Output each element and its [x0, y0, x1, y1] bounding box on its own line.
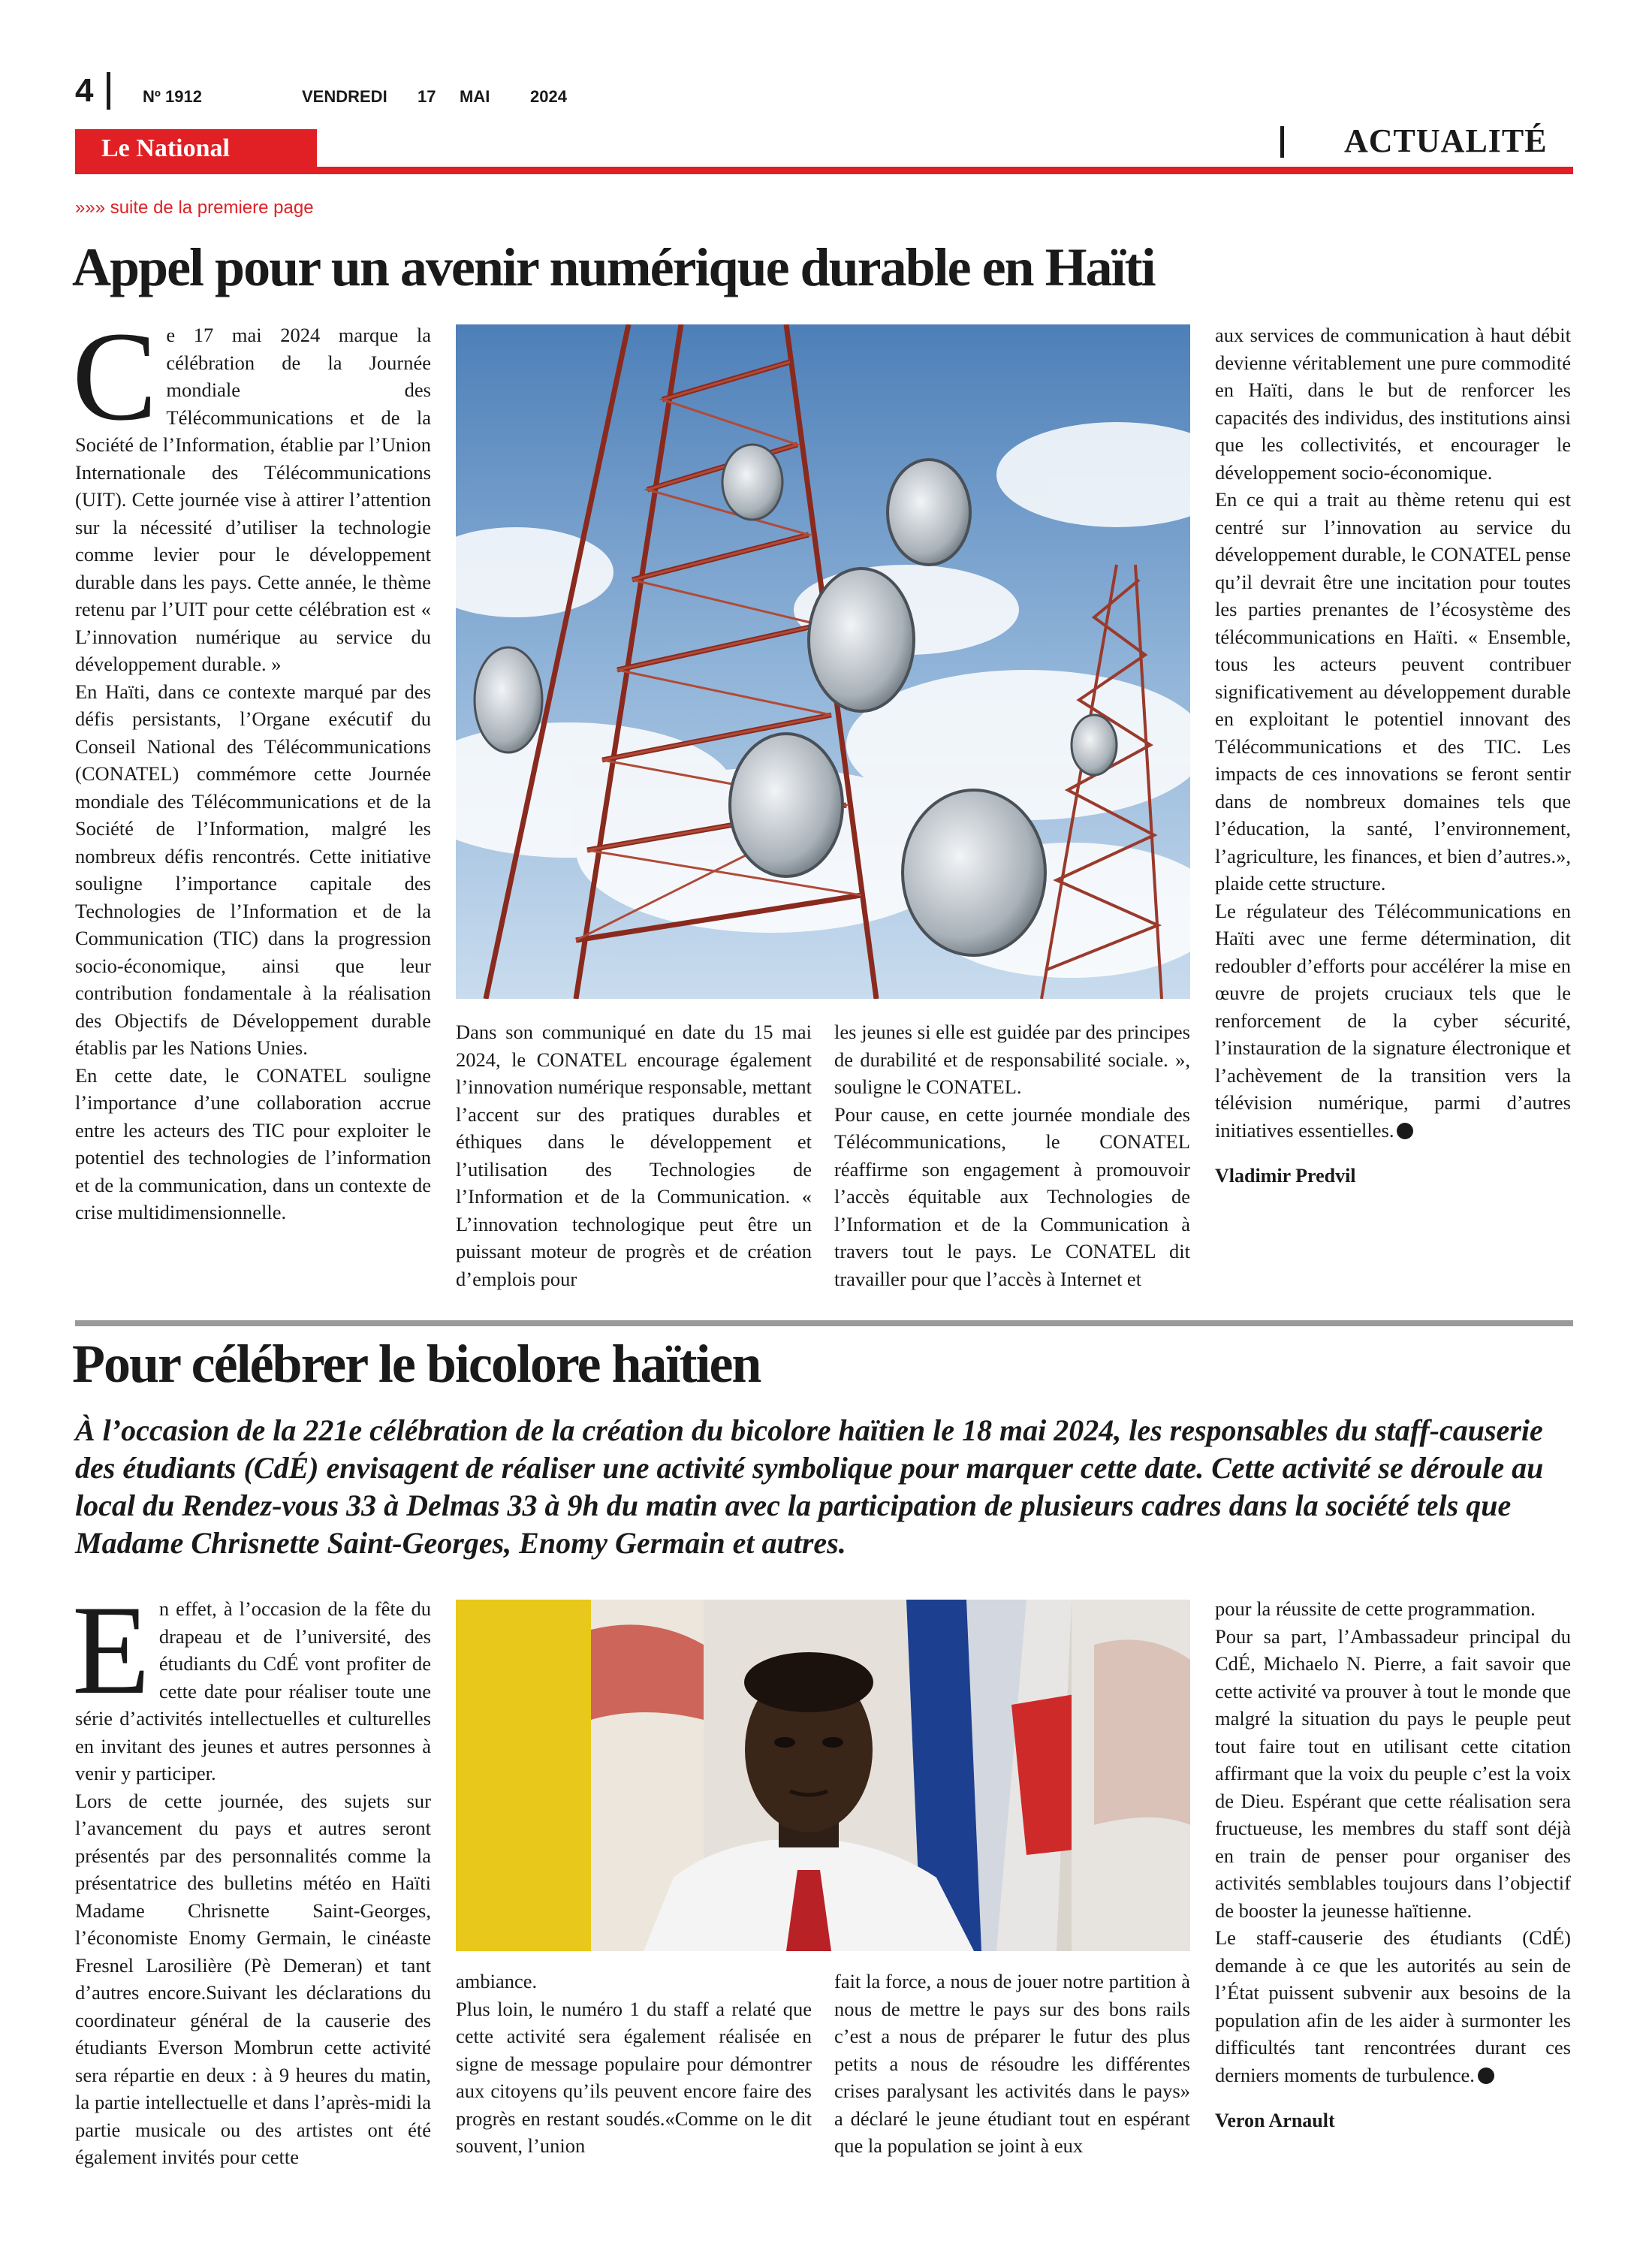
telecom-tower-photo — [456, 324, 1190, 999]
paragraph: ambiance. — [456, 1970, 538, 1992]
page-number: 4 — [75, 72, 94, 109]
paragraph — [1215, 897, 1571, 1145]
paragraph: Plus loin, le numéro 1 du staff a relaté que cette activité sera également réalisée en signe de message populaire pour démontrer aux citoyens qu’ils peuvent encore faire des progrès en restant soudés.«Comme on le dit souvent, l’union — [456, 1997, 812, 2157]
section-name: ACTUALITÉ — [1344, 122, 1548, 159]
end-of-article-icon — [1397, 1123, 1413, 1139]
article-2-dropcap: E — [72, 1579, 150, 1721]
date-month: MAI — [460, 87, 490, 106]
newspaper-brand: Le National — [101, 134, 230, 162]
article-2-title: Pour célébrer le bicolore haïtien — [72, 1334, 761, 1394]
article-2-author: Veron Arnault — [1215, 2110, 1335, 2131]
article-2-column-1 — [72, 1579, 431, 2171]
end-of-article-icon — [1478, 2068, 1494, 2084]
date-day: 17 — [418, 87, 436, 106]
article-2-column-4 — [1215, 1595, 1571, 2134]
paragraph: n effet, à l’occasion de la fête du drapeau et de l’université, des étudiants du CdÉ vont profiter de cette date pour réaliser toute une série d’activités intellectuelles et culturelles en invitant des jeunes et autres personnes à venir y participer. — [75, 1597, 431, 1784]
article-1-column-1 — [72, 306, 431, 1226]
page-number-divider — [107, 72, 110, 110]
article-separator — [75, 1320, 1573, 1326]
continued-from-front: »»» suite de la premiere page — [75, 198, 314, 218]
issue-number: Nº 1912 — [143, 87, 202, 106]
paragraph: fait la force, a nous de jouer notre partition à nous de mettre le pays sur des bons rails c’est a nous de préparer le futur des plus petits a nous de résoudre les différentes crises paralysant les activités dans le pays» a déclaré le jeune étudiant tout en espérant que la population se joint à eux — [834, 1970, 1190, 2157]
paragraph: e 17 mai 2024 marque la célébration de la Journée mondiale des Télécommunications et de la Société de l’Information, établie par l’Union Internationale des Télécommunications (UIT). Cette journée vise à attirer l’attention sur la nécessité d’utiliser la technologie comme levier pour le développement durable dans les pays. Cette année, le thème retenu par l’UIT pour cette célébration est « L’innovation numérique au service du développement durable. » — [75, 324, 431, 675]
date-year: 2024 — [530, 87, 567, 106]
paragraph-text: Le régulateur des Télécommunications en Haïti avec une ferme détermination, dit redoubler d’efforts pour accélérer la mise en œuvre de projets cruciaux tels que le renforcement de la cyber sécurité, l’instauration de la signature électronique et l’achèvement de la transition vers la télévision numérique, parmi d’autres initiatives essentielles. — [1215, 899, 1571, 1142]
paragraph: pour la réussite de cette programmation. — [1215, 1597, 1536, 1620]
paragraph: En ce qui a trait au thème retenu qui est centré sur l’innovation au service du développement durable, le CONATEL pense qu’il devrait être une incitation pour toutes les parties prenantes de l’écosystème des télécommunications en Haïti. « Ensemble, tous les acteurs peuvent contribuer significativement au développement durable en exploitant le potentiel innovant des Télécommunications et des TIC. Les impacts de ces innovations se feront sentir dans de nombreux domaines tels que l’éducation, la santé, l’environnement, l’agriculture, les finances, et bien d’autres.», plaide cette structure. — [1215, 488, 1571, 894]
article-1-title: Appel pour un avenir numérique durable en Haïti — [72, 237, 1155, 297]
paragraph-text: Le staff-causerie des étudiants (CdÉ) demande à ce que les autorités au sein de l’État puissent subvenir aux besoins de la population afin de les aider à surmonter les difficultés tant rencontrées durant ces derniers moments de turbulence. — [1215, 1926, 1571, 2086]
paragraph: Pour cause, en cette journée mondiale des Télécommunications, le CONATEL réaffirme son engagement à promouvoir l’accès équitable aux Technologies de l’Information et de la Communication à travers tout le pays. Le CONATEL dit travailler pour que l’accès à Internet et — [834, 1102, 1190, 1290]
article-1-column-2 — [456, 1018, 812, 1292]
paragraph: aux services de communication à haut débit devienne véritablement une pure commodité en Haïti, dans le but de renforcer les capacités des individus, des institutions ainsi que les collectivités, et encourager le développement socio-économique. — [1215, 324, 1571, 484]
article-1-dropcap: C — [72, 306, 158, 447]
article-1-author: Vladimir Predvil — [1215, 1165, 1356, 1187]
paragraph: les jeunes si elle est guidée par des principes de durabilité et de responsabilité sociale. », souligne le CONATEL. — [834, 1021, 1190, 1098]
student-photo — [456, 1600, 1190, 1951]
date-weekday: VENDREDI — [302, 87, 387, 106]
article-2-deck: À l’occasion de la 221e célébration de la création du bicolore haïtien le 18 mai 2024, les responsables du staff-causerie des étudiants (CdÉ) envisagent de réaliser une activité symbolique pour marquer cette date. Cette activité se déroule au local du Rendez-vous 33 à Delmas 33 à 9h du matin avec la participation de plusieurs cadres dans la société tels que Madame Chrisnette Saint-Georges, Enomy Germain et autres. — [75, 1413, 1544, 1560]
header-rule — [75, 167, 1573, 174]
article-2-column-2 — [456, 1968, 812, 2160]
paragraph — [1215, 1924, 1571, 2089]
paragraph: Lors de cette journée, des sujets sur l’avancement du pays et autres seront présentés par des personnalités comme la présentatrice des bulletins météo en Haïti Madame Chrisnette Saint-Georges, l’économiste Enomy Germain, le cinéaste Fresnel Larosilière (Pè Demeran) et tant d’autres encore.Suivant les déclarations du coordinateur général de la causerie des étudiants Everson Mombrun cette activité sera répartie en deux : à 9 heures du matin, la partie intellectuelle et dans l’après-midi la partie musicale ou des artistes ont été également invités pour cette — [75, 1789, 431, 2168]
section-divider — [1280, 126, 1284, 158]
paragraph: Dans son communiqué en date du 15 mai 2024, le CONATEL encourage également l’innovation numérique responsable, mettant l’accent sur des pratiques durables et éthiques dans le développement et l’utilisation des Technologies de l’Information et de la Communication. « L’innovation technologique peut être un puissant moteur de progrès et de création d’emplois pour — [456, 1021, 812, 1290]
article-1-column-4 — [1215, 321, 1571, 1189]
paragraph: En Haïti, dans ce contexte marqué par des défis persistants, l’Organe exécutif du Conseil National des Télécommunications (CONATEL) commémore cette Journée mondiale des Télécommunications et de la Société de l’Information, malgré les nombreux défis rencontrés. Cette initiative souligne l’importance capitale des Technologies de l’Information et de la Communication (TIC) dans la progression socio-économique, ainsi que leur contribution fondamentale à la réalisation des Objectifs de Développement durable établis par les Nations Unies. — [75, 680, 431, 1059]
article-2-column-3 — [834, 1968, 1190, 2160]
paragraph: Pour sa part, l’Ambassadeur principal du CdÉ, Michaelo N. Pierre, a fait savoir que cette activité va prouver à tout le monde que malgré la situation du pays le peuple peut tout faire tout en utilisant cette citation affirmant que la voix du peuple c’est la voix de Dieu. Espérant que cette réalisation sera fructueuse, les membres du staff sont déjà en train de penser pour organiser des activités semblables toujours dans l’objectif de booster la jeunesse haïtienne. — [1215, 1624, 1571, 1922]
article-1-column-3 — [834, 1018, 1190, 1292]
paragraph: En cette date, le CONATEL souligne l’importance d’une collaboration accrue entre les acteurs des TIC pour exploiter le potentiel des technologies de l’information et de la communication, dans un contexte de crise multidimensionnelle. — [75, 1063, 431, 1223]
